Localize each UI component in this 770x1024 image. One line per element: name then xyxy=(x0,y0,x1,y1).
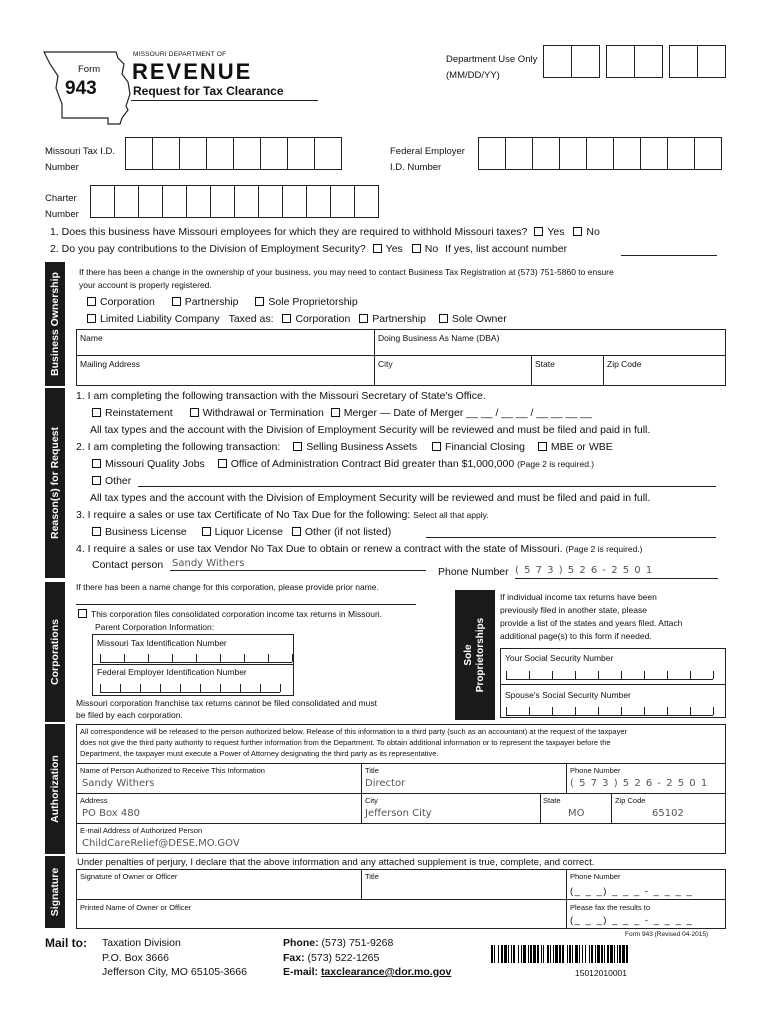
partnership-checkbox[interactable] xyxy=(172,297,181,306)
sole-note-3: provide a list of the states and years filed. Attach xyxy=(500,618,683,628)
digit-baseline xyxy=(100,662,292,663)
digit-tick xyxy=(180,684,181,692)
barcode-bar xyxy=(494,945,495,963)
digit-tick xyxy=(268,654,269,662)
barcode-bar xyxy=(575,945,578,963)
auth-phone-value[interactable]: ( 5 7 3 ) 5 2 6 - 2 5 0 1 xyxy=(570,778,709,789)
barcode-bar xyxy=(614,945,615,963)
dept-use-label: Department Use Only xyxy=(446,54,538,65)
digit-tick xyxy=(260,684,261,692)
barcode-bar xyxy=(591,945,593,963)
digit-box[interactable] xyxy=(330,185,355,218)
digit-tick xyxy=(713,707,714,715)
digit-tick xyxy=(529,671,530,679)
digit-tick xyxy=(575,671,576,679)
reinstatement-checkbox[interactable] xyxy=(92,408,101,417)
barcode-bar xyxy=(521,945,522,963)
digit-box[interactable] xyxy=(260,137,288,170)
form-label: Form xyxy=(78,64,101,75)
digit-tick xyxy=(506,707,507,715)
dept-date-box[interactable] xyxy=(669,45,698,78)
mo-tax-id-label: Missouri Tax I.D. xyxy=(45,146,116,157)
franchise-note-2: be filed by each corporation. xyxy=(76,710,183,720)
all-taxes-note-2: All tax types and the account with the Division of Employment Security will be reviewed and must be filed and paid in full. xyxy=(90,492,651,504)
auth-title-label: Title xyxy=(365,766,379,775)
barcode-bar xyxy=(541,945,542,963)
section-signature: Signature xyxy=(45,856,65,928)
ownership-note: If there has been a change in the ownership of your business, you may need to contact Business Tax Registration at (573) 751-5860 to ensure xyxy=(79,267,614,277)
barcode-bar xyxy=(491,945,493,963)
auth-phone-label: Phone Number xyxy=(570,766,621,775)
contact-phone-label: Phone Number xyxy=(438,566,509,578)
fein-label: Federal Employer xyxy=(390,146,465,157)
section-business-ownership: Business Ownership xyxy=(45,262,65,386)
perjury-statement: Under penalties of perjury, I declare that the above information and any attached supplement is true, complete, and correct. xyxy=(77,857,595,868)
auth-address-label: Address xyxy=(80,796,108,805)
llc-row: Limited Liability Company Taxed as: Corporation Partnership Sole Owner xyxy=(87,313,507,325)
barcode-bar xyxy=(537,945,539,963)
ssn-label: Your Social Security Number xyxy=(505,653,614,663)
digit-tick xyxy=(120,684,121,692)
barcode-bar xyxy=(579,945,580,963)
city-field[interactable]: City xyxy=(378,359,393,369)
barcode-bar xyxy=(562,945,564,963)
sole-proprietorship-checkbox[interactable] xyxy=(255,297,264,306)
section-reasons-for-request: Reason(s) for Request xyxy=(45,388,65,578)
dept-use-format: (MM/DD/YY) xyxy=(446,70,500,81)
digit-box[interactable] xyxy=(206,137,234,170)
franchise-note: Missouri corporation franchise tax returns cannot be filed consolidated and must xyxy=(76,698,377,708)
q1-no-checkbox[interactable] xyxy=(573,227,582,236)
reason-1-options: Reinstatement Withdrawal or Termination Merger — Date of Merger __ __ / __ __ / __ __ __ __ xyxy=(92,407,592,419)
barcode-bar xyxy=(543,945,544,963)
consolidated-checkbox[interactable] xyxy=(78,609,87,618)
digit-box[interactable] xyxy=(640,137,668,170)
oa-bid-checkbox[interactable] xyxy=(218,459,227,468)
barcode-bar xyxy=(523,945,526,963)
financial-closing-checkbox[interactable] xyxy=(432,442,441,451)
barcode-bar xyxy=(582,945,583,963)
digit-tick xyxy=(621,707,622,715)
digit-box[interactable] xyxy=(125,137,153,170)
digit-box[interactable] xyxy=(586,137,614,170)
liquor-license-checkbox[interactable] xyxy=(202,527,211,536)
digit-tick xyxy=(621,671,622,679)
auth-zip-value[interactable]: 65102 xyxy=(652,808,684,819)
name-change-note: If there has been a name change for this corporation, please provide prior name. xyxy=(76,582,379,592)
barcode-bar xyxy=(601,945,603,963)
digit-tick xyxy=(644,707,645,715)
auth-zip-label: Zip Code xyxy=(615,796,646,805)
digit-tick xyxy=(100,684,101,692)
account-number-line[interactable] xyxy=(621,255,717,256)
barcode-number: 15012010001 xyxy=(575,968,628,978)
digit-tick xyxy=(529,707,530,715)
digit-box[interactable] xyxy=(478,137,506,170)
zip-field[interactable]: Zip Code xyxy=(607,359,642,369)
reason-2-options: Missouri Quality Jobs Office of Administration Contract Bid greater than $1,000,000 (Page 2 is required.) xyxy=(92,458,594,470)
digit-tick xyxy=(598,707,599,715)
selling-assets-checkbox[interactable] xyxy=(293,442,302,451)
digit-box[interactable] xyxy=(613,137,641,170)
barcode-bar xyxy=(604,945,605,963)
email-link[interactable]: taxclearance@dor.mo.gov xyxy=(320,966,452,978)
business-license-checkbox[interactable] xyxy=(92,527,101,536)
digit-tick xyxy=(667,707,668,715)
digit-tick xyxy=(552,671,553,679)
barcode-bar xyxy=(567,945,568,963)
digit-tick xyxy=(244,654,245,662)
barcode-bar xyxy=(550,945,551,963)
barcode-bar xyxy=(572,945,573,963)
other-line[interactable] xyxy=(138,486,716,487)
section-corporations: Corporations xyxy=(45,582,65,722)
merger-checkbox[interactable] xyxy=(331,408,340,417)
sole-note-1: If individual income tax returns have been xyxy=(500,592,657,602)
barcode-bar xyxy=(555,945,558,963)
signature-field[interactable]: Signature of Owner or Officer xyxy=(80,872,178,881)
barcode-bar xyxy=(513,945,515,963)
contact-person-value[interactable]: Sandy Withers xyxy=(172,558,245,569)
barcode-bar xyxy=(595,945,596,963)
dept-date-box[interactable] xyxy=(571,45,600,78)
dept-date-box[interactable] xyxy=(606,45,635,78)
digit-box[interactable] xyxy=(287,137,315,170)
digit-box[interactable] xyxy=(90,185,115,218)
mail-address-1: Taxation Division xyxy=(102,937,181,949)
taxed-sole-owner-checkbox[interactable] xyxy=(439,314,448,323)
digit-tick xyxy=(690,671,691,679)
reason-1: 1. I am completing the following transaction with the Missouri Secretary of State's Office. xyxy=(76,390,486,402)
dept-date-box[interactable] xyxy=(634,45,663,78)
q1-yes-checkbox[interactable] xyxy=(534,227,543,236)
barcode-bar xyxy=(607,945,609,963)
digit-box[interactable] xyxy=(667,137,695,170)
q2-yes-checkbox[interactable] xyxy=(373,244,382,253)
parent-mo-tax-label: Missouri Tax Identification Number xyxy=(97,638,227,648)
barcode-bar xyxy=(622,945,625,963)
authorization-text-2: does not give the third party authority to request further information from the Department. To obtain additional information or to represent the taxpayer before the xyxy=(80,738,611,747)
barcode-bar xyxy=(528,945,529,963)
other-not-listed-checkbox[interactable] xyxy=(292,527,301,536)
taxed-partnership-checkbox[interactable] xyxy=(359,314,368,323)
mbe-wbe-checkbox[interactable] xyxy=(538,442,547,451)
signer-title-field[interactable]: Title xyxy=(365,872,379,881)
footer-email: E-mail: taxclearance@dor.mo.gov xyxy=(283,966,452,978)
barcode-bar xyxy=(533,945,536,963)
other-checkbox[interactable] xyxy=(92,476,101,485)
section-sole-proprietorships: Sole Proprietorships xyxy=(455,590,495,720)
form-revision: Form 943 (Revised 04-2015) xyxy=(625,931,709,938)
agency-top: MISSOURI DEPARTMENT OF xyxy=(133,51,227,58)
digit-tick xyxy=(196,654,197,662)
barcode-bar xyxy=(617,945,618,963)
reason-4: 4. I require a sales or use tax Vendor No Tax Due to obtain or renew a contract with the state of Missouri. (Page 2 is required.) xyxy=(76,543,643,555)
digit-tick xyxy=(575,707,576,715)
question-1: 1. Does this business have Missouri employees for which they are required to withhold Missouri taxes? Yes No xyxy=(50,226,600,238)
digit-tick xyxy=(598,671,599,679)
page-title: Request for Tax Clearance xyxy=(133,84,284,98)
digit-box[interactable] xyxy=(233,137,261,170)
question-2: 2. Do you pay contributions to the Division of Employment Security? Yes No If yes, list account number xyxy=(50,243,568,255)
reason-2-other: Other xyxy=(92,475,131,487)
digit-tick xyxy=(172,654,173,662)
fax-results-label: Please fax the results to xyxy=(570,903,651,912)
footer-fax: Fax: (573) 522-1265 xyxy=(283,952,380,964)
digit-tick xyxy=(140,684,141,692)
dept-date-box[interactable] xyxy=(543,45,572,78)
state-field[interactable]: State xyxy=(535,359,555,369)
llc-checkbox[interactable] xyxy=(87,314,96,323)
q2-no-checkbox[interactable] xyxy=(412,244,421,253)
digit-box[interactable] xyxy=(210,185,235,218)
signer-phone-label: Phone Number xyxy=(570,872,621,881)
auth-name-label: Name of Person Authorized to Receive This Information xyxy=(80,766,265,775)
digit-tick xyxy=(667,671,668,679)
digit-tick xyxy=(690,707,691,715)
barcode-bar xyxy=(508,945,509,963)
other-not-listed-line[interactable] xyxy=(426,537,716,538)
business-name-field[interactable]: Name xyxy=(80,333,103,343)
barcode-bar xyxy=(504,945,507,963)
prior-name-line[interactable] xyxy=(76,604,416,605)
barcode-bar xyxy=(501,945,503,963)
barcode-bar xyxy=(511,945,512,963)
digit-box[interactable] xyxy=(258,185,283,218)
digit-box[interactable] xyxy=(138,185,163,218)
mail-to-label: Mail to: xyxy=(45,936,87,950)
auth-state-label: State xyxy=(543,796,561,805)
reason-3-options: Business License Liquor License Other (if not listed) xyxy=(92,526,391,538)
sole-note-4: additional page(s) to this form if needed. xyxy=(500,631,652,641)
authorization-text-3: Department, the taxpayer must execute a Power of Attorney designating the third party as its representative. xyxy=(80,749,439,758)
parent-corp-label: Parent Corporation Information: xyxy=(95,622,215,632)
digit-box[interactable] xyxy=(282,185,307,218)
digit-box[interactable] xyxy=(186,185,211,218)
printed-name-field[interactable]: Printed Name of Owner or Officer xyxy=(80,903,192,912)
barcode-bar xyxy=(518,945,519,963)
digit-tick xyxy=(148,654,149,662)
withdrawal-checkbox[interactable] xyxy=(190,408,199,417)
barcode-bar xyxy=(585,945,586,963)
taxed-corporation-checkbox[interactable] xyxy=(282,314,291,323)
digit-box[interactable] xyxy=(234,185,259,218)
auth-address-value[interactable]: PO Box 480 xyxy=(82,808,140,819)
title-underline xyxy=(131,100,318,101)
barcode-bar xyxy=(589,945,590,963)
digit-tick xyxy=(552,707,553,715)
form-number: 943 xyxy=(65,78,97,99)
digit-tick xyxy=(240,684,241,692)
contact-person-label: Contact person xyxy=(92,559,164,571)
spouse-ssn-label: Spouse's Social Security Number xyxy=(505,690,631,700)
charter-label-2: Number xyxy=(45,209,79,220)
barcode-bar xyxy=(559,945,561,963)
digit-tick xyxy=(220,684,221,692)
digit-box[interactable] xyxy=(179,137,207,170)
charter-label: Charter xyxy=(45,193,77,204)
digit-tick xyxy=(200,684,201,692)
mo-tax-id-label-2: Number xyxy=(45,162,79,173)
digit-tick xyxy=(713,671,714,679)
barcode-bar xyxy=(597,945,600,963)
digit-box[interactable] xyxy=(694,137,722,170)
digit-box[interactable] xyxy=(354,185,379,218)
auth-city-value[interactable]: Jefferson City xyxy=(365,808,432,819)
auth-state-value[interactable]: MO xyxy=(568,808,585,819)
digit-tick xyxy=(124,654,125,662)
barcode xyxy=(491,945,719,963)
digit-tick xyxy=(280,684,281,692)
barcode-bar xyxy=(610,945,613,963)
auth-email-label: E-mail Address of Authorized Person xyxy=(80,826,203,835)
digit-box[interactable] xyxy=(114,185,139,218)
mail-address-2: P.O. Box 3666 xyxy=(102,952,169,964)
ownership-type-row: Corporation Partnership Sole Proprietorship xyxy=(87,296,358,308)
barcode-bar xyxy=(619,945,621,963)
digit-tick xyxy=(220,654,221,662)
digit-tick xyxy=(160,684,161,692)
authorization-text-1: All correspondence will be released to the person authorized below. Release of this information to a third party (such as an accountant) at the request of the taxpayer xyxy=(80,727,627,736)
signer-phone-field[interactable]: (_ _ _) _ _ _ - _ _ _ _ xyxy=(570,886,694,897)
auth-city-label: City xyxy=(365,796,378,805)
auth-title-value[interactable]: Director xyxy=(365,778,406,789)
digit-box[interactable] xyxy=(505,137,533,170)
reason-2: 2. I am completing the following transaction: Selling Business Assets Financial Closing MBE or WBE xyxy=(76,441,613,453)
fein-label-2: I.D. Number xyxy=(390,162,442,173)
digit-box[interactable] xyxy=(532,137,560,170)
auth-email-value[interactable]: ChildCareRelief@DESE.MO.GOV xyxy=(82,838,240,849)
barcode-bar xyxy=(569,945,571,963)
digit-tick xyxy=(292,654,293,662)
consolidated-row: This corporation files consolidated corporation income tax returns in Missouri. xyxy=(78,609,382,619)
digit-baseline xyxy=(506,715,713,716)
barcode-bar xyxy=(530,945,532,963)
digit-box[interactable] xyxy=(306,185,331,218)
contact-phone-value[interactable]: ( 5 7 3 ) 5 2 6 - 2 5 0 1 xyxy=(515,565,654,576)
dba-field[interactable]: Doing Business As Name (DBA) xyxy=(378,333,500,343)
digit-tick xyxy=(506,671,507,679)
mail-address-3: Jefferson City, MO 65105-3666 xyxy=(102,966,247,978)
all-taxes-note-1: All tax types and the account with the Division of Employment Security will be reviewed and must be filed and paid in full. xyxy=(90,424,651,436)
parent-fein-label: Federal Employer Identification Number xyxy=(97,667,247,677)
digit-box[interactable] xyxy=(162,185,187,218)
quality-jobs-checkbox[interactable] xyxy=(92,459,101,468)
footer-phone: Phone: (573) 751-9268 xyxy=(283,937,394,949)
digit-baseline xyxy=(100,692,280,693)
digit-box[interactable] xyxy=(314,137,342,170)
reason-3: 3. I require a sales or use tax Certificate of No Tax Due for the following: Select all that apply. xyxy=(76,509,489,521)
fax-results-field[interactable]: (_ _ _) _ _ _ - _ _ _ _ xyxy=(570,915,694,926)
dept-date-box[interactable] xyxy=(697,45,726,78)
barcode-bar xyxy=(626,945,628,963)
section-authorization: Authorization xyxy=(45,724,65,854)
digit-baseline xyxy=(506,679,713,680)
barcode-bar xyxy=(553,945,554,963)
mailing-address-field[interactable]: Mailing Address xyxy=(80,359,141,369)
agency-logo: REVENUE xyxy=(132,59,253,84)
digit-box[interactable] xyxy=(152,137,180,170)
corporation-checkbox[interactable] xyxy=(87,297,96,306)
digit-tick xyxy=(100,654,101,662)
digit-box[interactable] xyxy=(559,137,587,170)
digit-tick xyxy=(644,671,645,679)
barcode-bar xyxy=(498,945,499,963)
barcode-bar xyxy=(547,945,549,963)
sole-note-2: previously filed in another state, please xyxy=(500,605,647,615)
ownership-note-2: your account is properly registered. xyxy=(79,280,212,290)
auth-name-value[interactable]: Sandy Withers xyxy=(82,778,155,789)
